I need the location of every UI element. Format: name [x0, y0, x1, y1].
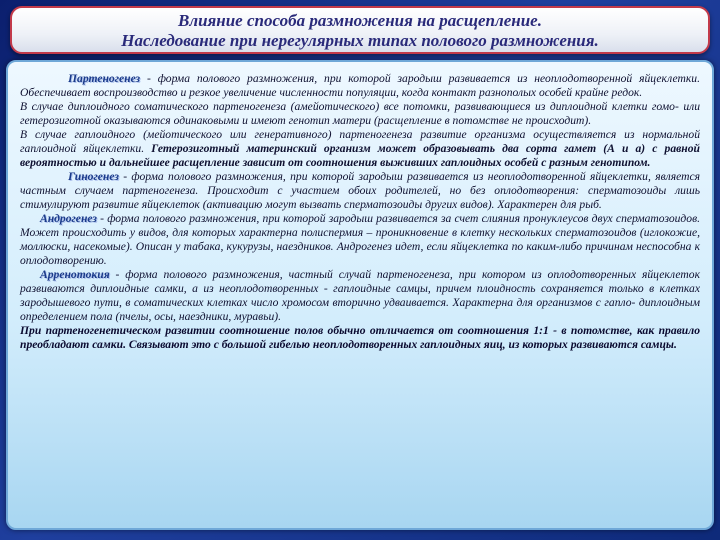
haploid-text-bold: Гетерозиготный материнский организм может образовывать два сорта гамет (А и а) с равной вероятностью и дальнейшее расщепление зависит от соотношения выживших гаплоидных особей с разным генотипом.: [20, 142, 700, 169]
title-line-1: Влияние способа размножения на расщепление.: [178, 11, 542, 30]
definition-partenogenez: - форма полового размножения, при которой зародыш развивается из неоплодотворенной яйцеклетки. Обеспечивает воспроизводство и резкое увеличение численности популяции, когда контакт разнополых особей крайне редок.: [20, 72, 700, 99]
haploid-text: В случае гаплоидного (мейотического или генеративного) партеногенеза развитие организма осуществляется из нормальной гаплоидной яйцеклетки.: [20, 128, 700, 155]
paragraph-ginogenez: [20, 170, 700, 212]
summary-text: При партеногенетическом развитии соотношение полов обычно отличается от соотношения 1:1 - в потомстве, как правило преобладают самки. Связывают это с большой гибелью неоплодотворенных гаплоидных яиц, из которых развиваются самцы.: [20, 324, 700, 351]
term-arrenotokiya: Арренотокия: [40, 268, 110, 281]
diploid-text: В случае диплоидного соматического партеногенеза (амейотического) все потомки, развивающиеся из диплоидной клетки гомо- или гетерозиготной оказываются одинаковыми и имеют генотип матери (расщепление в потомстве не происходит).: [20, 100, 700, 127]
term-androgenez: Андрогенез: [40, 212, 97, 225]
content-panel: [6, 60, 714, 530]
paragraph-diploid: [20, 100, 700, 128]
paragraph-summary: [20, 324, 700, 352]
paragraph-androgenez: [20, 212, 700, 268]
paragraph-partenogenez: [20, 72, 700, 100]
title-line-2: Наследование при нерегулярных типах полового размножения.: [121, 31, 599, 50]
title-banner: [10, 6, 710, 54]
term-ginogenez: Гиногенез: [68, 170, 119, 183]
term-partenogenez: Партеногенез: [68, 72, 141, 85]
paragraph-arrenotokiya: [20, 268, 700, 324]
definition-androgenez: - форма полового размножения, при которой зародыш развивается за счет слияния пронуклеусов двух сперматозоидов. Может происходить у видов, для которых характерна полиспермия – проникновение в клетку нескольких сперматозоидов (иглокожие, моллюски, насекомые). Описан у табака, кукурузы, наездников. Андрогенез идет, если яйцеклетка по каким-либо причинам неспособна к оплодотворению.: [20, 212, 700, 267]
definition-arrenotokiya: - форма полового размножения, частный случай партеногенеза, при котором из оплодотворенных яйцеклеток развиваются диплоидные самки, а из неоплодотворенных - гаплоидные самцы, причем плоидность сохраняется только в клетках зародышевого пути, в соматических клетках число хромосом вторично удваивается. Характерна для организмов с гапло- диплоидным определением пола (пчелы, осы, наездники, муравьи).: [20, 268, 700, 323]
paragraph-haploid: [20, 128, 700, 170]
definition-ginogenez: - форма полового размножения, при которой зародыш развивается из неоплодотворенной яйцеклетки, является частным случаем партеногенеза. Происходит с участием обоих родителей, но без оплодотворения: сперматозоиды лишь стимулируют развитие яйцеклеток (активацию могут вызвать сперматозоиды других видов). Характерен для рыб.: [20, 170, 700, 211]
